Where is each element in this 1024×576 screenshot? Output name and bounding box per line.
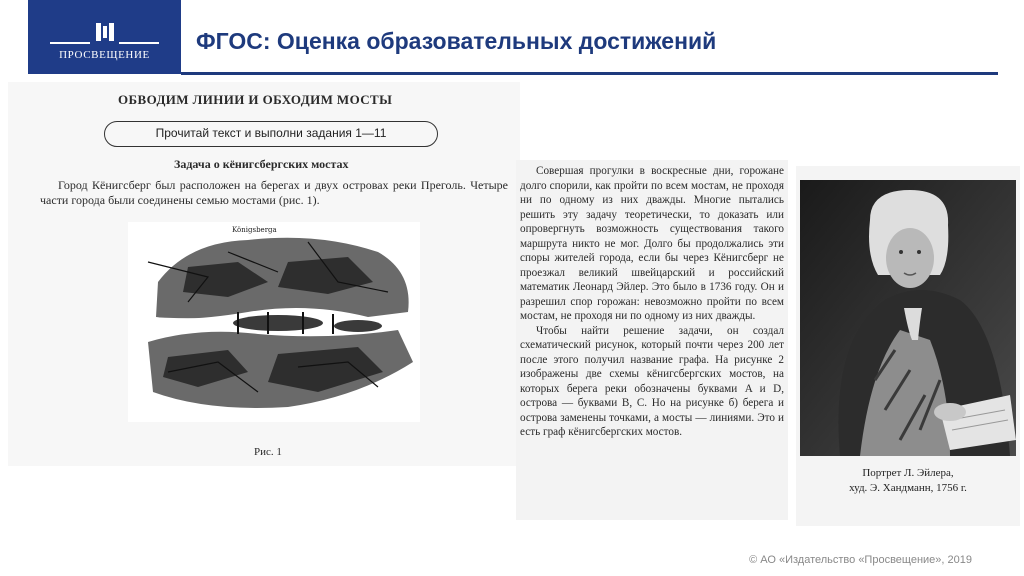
- euler-story-text: [520, 164, 784, 440]
- copyright-notice: © АО «Издательство «Просвещение», 2019: [749, 554, 972, 566]
- publisher-emblem-icon: [94, 22, 116, 42]
- konigsberg-map-image: [128, 222, 420, 422]
- logo-text: ПРОСВЕЩЕНИЕ: [59, 49, 150, 61]
- task-instruction-box: Прочитай текст и выполни задания 1—11: [104, 121, 438, 147]
- publisher-logo: [28, 0, 181, 74]
- story-paragraph-1: Совершая прогулки в воскресные дни, горожане долго спорили, как пройти по всем мостам, не проходя ни по одному из них дважды. Многие пытались решить эту задачу теоретически, то доказать или опровергнуть возможность существования такого маршрута никто не мог. Долго бы продолжались эти споры жителей города, если бы через Кёнигсберг не проезжал великий швейцарский и российский математик Леонард Эйлер. Это было в 1736 году. Он и разрешил спор горожан: невозможно пройти по всем мостам, не проходя ни по одному из них дважды.: [520, 165, 784, 322]
- logo-rule-left: [50, 42, 90, 44]
- title-divider: [181, 72, 998, 75]
- map-label: Königsberga: [232, 226, 277, 234]
- logo-rule-right: [119, 42, 159, 44]
- problem-title: Задача о кёнигсбергских мостах: [174, 157, 349, 171]
- story-paragraph-2: Чтобы найти решение задачи, он создал схематический рисунок, который почти через 200 лет после этого получил название графа. На рисунке 2 изображены две схемы кёнигсбергских мостов, на которых берега реки обозначены буквами A и D, острова — буквами B, C. Но на рисунке б) берега и острова заменены точками, а мосты — линиями. Это и есть граф кёнигсбергских мостов.: [520, 324, 784, 438]
- slide-title: ФГОС: Оценка образовательных достижений: [196, 28, 717, 54]
- portrait-caption: [800, 466, 1016, 496]
- problem-text: Город Кёнигсберг был расположен на берегах и двух островах реки Преголь. Четыре части города были соединены семью мостами (рис. 1).: [40, 178, 508, 207]
- euler-portrait-image: [800, 180, 1016, 456]
- figure-caption: Рис. 1: [254, 446, 282, 458]
- portrait-caption-line2: худ. Э. Хандманн, 1756 г.: [849, 482, 967, 494]
- section-heading: ОБВОДИМ ЛИНИИ И ОБХОДИМ МОСТЫ: [118, 92, 393, 107]
- portrait-caption-line1: Портрет Л. Эйлера,: [862, 467, 954, 479]
